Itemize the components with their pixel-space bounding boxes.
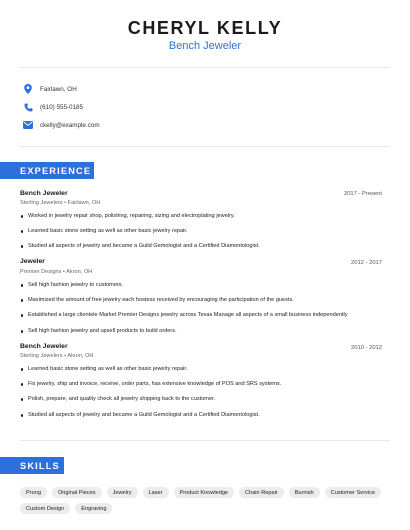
candidate-name: CHERYL KELLY bbox=[127, 18, 283, 38]
bullet-dot bbox=[21, 230, 23, 232]
section-heading-experience: EXPERIENCE bbox=[0, 162, 94, 179]
job-title-heading: Bench Jeweler bbox=[168, 40, 242, 52]
skills-list bbox=[20, 487, 390, 514]
bullet-dot bbox=[21, 330, 23, 332]
bullet-dot bbox=[21, 245, 23, 247]
skill-chip: Chain Repair bbox=[239, 487, 284, 498]
location-pin-icon bbox=[22, 83, 34, 95]
skill-chip: Jewelry bbox=[107, 487, 138, 498]
skill-chip: Custom Design bbox=[20, 503, 70, 514]
bullet-dot bbox=[21, 284, 23, 286]
divider bbox=[20, 440, 390, 441]
skill-chip: Laser bbox=[143, 487, 169, 498]
skill-chip: Product Knowledge bbox=[174, 487, 235, 498]
bullet-dot bbox=[21, 398, 23, 400]
job-title: Bench Jeweler bbox=[20, 343, 68, 350]
location-text: Fairlawn, OH bbox=[40, 85, 77, 93]
divider bbox=[20, 67, 390, 68]
skill-chip: Burnish bbox=[289, 487, 320, 498]
bullet-dot bbox=[21, 314, 23, 316]
bullet-dot bbox=[21, 368, 23, 370]
job-title: Jeweler bbox=[20, 258, 45, 265]
bullet-dot bbox=[21, 299, 23, 301]
bullet-dot bbox=[21, 414, 23, 416]
section-heading-skills: SKILLS bbox=[0, 457, 64, 474]
divider bbox=[20, 146, 390, 147]
skill-chip: Prong bbox=[20, 487, 47, 498]
skill-chip: Original Pieces bbox=[52, 487, 102, 498]
phone-icon bbox=[22, 101, 34, 113]
bullet-dot bbox=[21, 383, 23, 385]
contact-phone bbox=[22, 100, 83, 114]
contact-email bbox=[22, 118, 100, 132]
job-company: Sterling Jewelers • Akron, OH bbox=[20, 353, 94, 359]
job-dates: 2010 - 2012 bbox=[351, 345, 382, 351]
job-company: Sterling Jewelers • Fairlawn, OH bbox=[20, 200, 101, 206]
job-dates: 2012 - 2017 bbox=[351, 260, 382, 266]
job-title: Bench Jeweler bbox=[20, 190, 68, 197]
skill-chip: Customer Service bbox=[325, 487, 381, 498]
contact-location bbox=[22, 82, 77, 96]
job-dates: 2017 - Present bbox=[343, 191, 382, 197]
bullet-dot bbox=[21, 215, 23, 217]
email-text: ckelly@example.com bbox=[40, 121, 100, 129]
phone-text: (610) 555-0185 bbox=[40, 103, 84, 111]
skill-chip: Engraving bbox=[75, 503, 112, 514]
email-icon bbox=[22, 119, 34, 131]
job-company: Premier Designs • Akron, OH bbox=[20, 269, 93, 275]
